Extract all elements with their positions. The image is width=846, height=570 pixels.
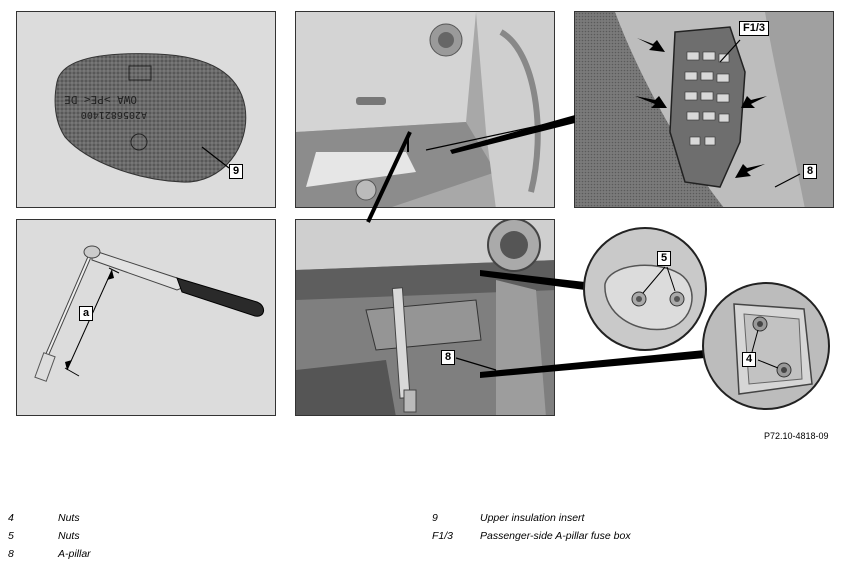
legend-number: F1/3 bbox=[432, 530, 454, 542]
footwell-photo bbox=[295, 219, 555, 416]
torque-wrench-photo bbox=[16, 219, 276, 416]
legend-item bbox=[8, 530, 308, 544]
legend-item bbox=[432, 530, 832, 544]
legend-text: Upper insulation insert bbox=[480, 512, 585, 524]
reference-code: P72.10-4818-09 bbox=[764, 431, 829, 441]
detail-circle-nuts-5 bbox=[583, 227, 707, 351]
callout-a: a bbox=[79, 306, 93, 321]
fuse-box-drawing bbox=[575, 12, 834, 208]
legend-text: Nuts bbox=[58, 512, 80, 524]
legend-item bbox=[8, 548, 308, 562]
callout-4: 4 bbox=[742, 352, 756, 367]
legend-item bbox=[432, 512, 832, 526]
nuts-4-drawing bbox=[704, 284, 830, 410]
legend-text: A-pillar bbox=[58, 548, 91, 560]
insulation-insert-photo bbox=[16, 11, 276, 208]
dashboard-photo bbox=[295, 11, 555, 208]
callout-F1-3: F1/3 bbox=[739, 21, 769, 36]
legend-number: 9 bbox=[432, 512, 438, 524]
insert-print-line-1: OWA >PE< DE bbox=[64, 93, 137, 106]
callout-5: 5 bbox=[657, 251, 671, 266]
callout-8-fusebox: 8 bbox=[803, 164, 817, 179]
callout-8-footwell: 8 bbox=[441, 350, 455, 365]
detail-circle-nuts-4 bbox=[702, 282, 830, 410]
insert-print-line-2: A2056821400 bbox=[80, 109, 147, 120]
legend-text: Passenger-side A-pillar fuse box bbox=[480, 530, 631, 542]
dashboard-drawing bbox=[296, 12, 555, 208]
legend-text: Nuts bbox=[58, 530, 80, 542]
legend-number: 8 bbox=[8, 548, 14, 560]
torque-wrench-drawing bbox=[17, 220, 276, 416]
legend-item bbox=[8, 512, 308, 526]
nuts-5-drawing bbox=[585, 229, 707, 351]
legend-number: 5 bbox=[8, 530, 14, 542]
callout-9: 9 bbox=[229, 164, 243, 179]
footwell-drawing bbox=[296, 220, 555, 416]
legend-number: 4 bbox=[8, 512, 14, 524]
fuse-box-photo bbox=[574, 11, 834, 208]
